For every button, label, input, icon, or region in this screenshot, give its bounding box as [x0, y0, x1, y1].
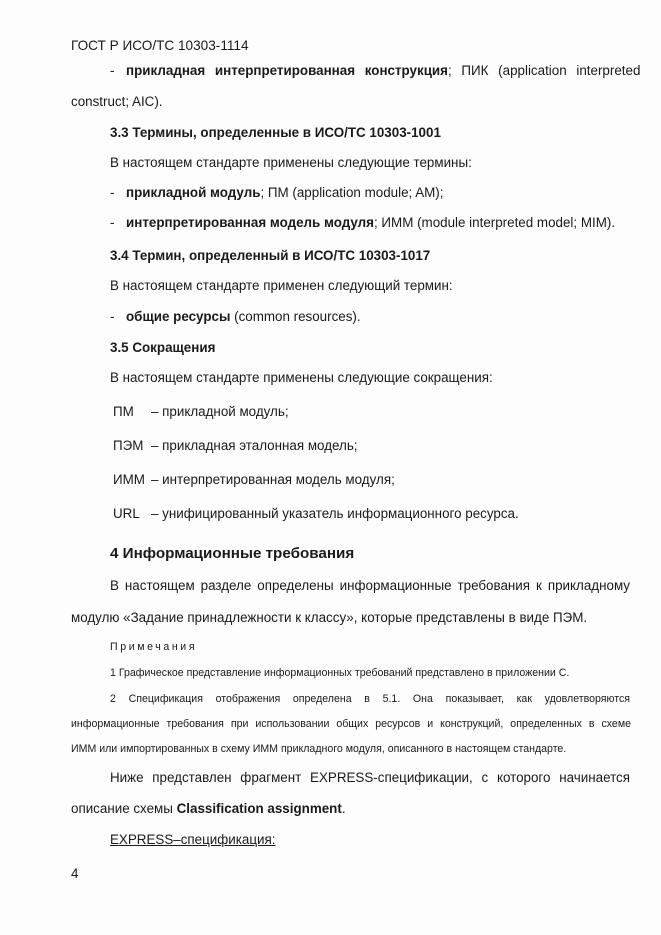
- express-intro-line2: [71, 801, 346, 816]
- list-dash: -: [110, 185, 115, 200]
- term-common-resources: [126, 309, 361, 324]
- abbr-key: ПМ: [113, 404, 134, 419]
- section-4-heading: 4 Информационные требования: [110, 545, 355, 562]
- section-3-5-intro: В настоящем стандарте применены следующие сокращения:: [110, 370, 493, 385]
- section-4-paragraph-line2: модулю «Задание принадлежности к классу», которые представлены в виде ПЭМ.: [71, 610, 588, 625]
- section-3-3-heading: 3.3 Термины, определенные в ИСО/ТС 10303-1001: [110, 125, 441, 140]
- section-3-5-heading: 3.5 Сокращения: [110, 340, 216, 355]
- note-1: 1 Графическое представление информационных требований представлено в приложении С.: [110, 667, 570, 679]
- list-dash: -: [110, 215, 115, 230]
- term-aic-rest: ; ПИК (application interpreted: [447, 63, 641, 78]
- section-3-4-intro: В настоящем стандарте применен следующий термин:: [110, 278, 453, 293]
- term-aic-continuation: construct; AIC).: [71, 94, 163, 109]
- abbr-value: – унифицированный указатель информационного ресурса.: [151, 506, 519, 521]
- abbr-key: URL: [113, 506, 140, 521]
- schema-name: Classification assignment: [176, 801, 342, 816]
- express-intro-period: .: [341, 801, 346, 816]
- abbr-value: – интерпретированная модель модуля;: [151, 472, 395, 487]
- term-rest: ; ИММ (module interpreted model; MIM).: [373, 215, 616, 230]
- term-name: интерпретированная модель модуля: [126, 215, 374, 230]
- abbr-value: – прикладной модуль;: [151, 404, 289, 419]
- section-3-4-heading: 3.4 Термин, определенный в ИСО/ТС 10303-1017: [110, 248, 431, 263]
- note-2-line1: 2 Спецификация отображения определена в 5.1. Она показывает, как удовлетворяются: [110, 693, 630, 705]
- term-rest: (common resources).: [230, 309, 361, 324]
- term-name: прикладной модуль: [126, 185, 261, 200]
- note-2-line3: ИММ или импортированных в схему ИММ прикладного модуля, описанного в настоящем стандарте.: [71, 743, 567, 755]
- express-intro-line1: Ниже представлен фрагмент EXPRESS-спецификации, с которого начинается: [110, 770, 630, 785]
- term-rest: ; ПМ (application module; AM);: [260, 185, 444, 200]
- term-aic: [126, 63, 641, 78]
- term-aic-name: прикладная интерпретированная конструкция: [126, 63, 448, 78]
- note-2-line2: информационные требования при использовании общих ресурсов и конструкций, определенных в схеме: [71, 718, 631, 730]
- section-4-paragraph-line1: В настоящем разделе определены информационные требования к прикладному: [110, 578, 630, 593]
- term-name: общие ресурсы: [126, 309, 231, 324]
- express-specification-label: EXPRESS–спецификация:: [110, 832, 276, 847]
- abbr-value: – прикладная эталонная модель;: [151, 438, 358, 453]
- list-dash: -: [110, 63, 115, 78]
- list-dash: -: [110, 309, 115, 324]
- abbr-key: ПЭМ: [113, 438, 144, 453]
- term-application-module: [126, 185, 443, 200]
- term-module-interpreted-model: [126, 215, 615, 230]
- express-intro-text: описание схемы: [71, 801, 177, 816]
- document-code: ГОСТ Р ИСО/ТС 10303-1114: [71, 38, 249, 53]
- abbr-key: ИММ: [113, 472, 145, 487]
- section-3-3-intro: В настоящем стандарте применены следующие термины:: [110, 155, 472, 170]
- notes-title: Примечания: [110, 641, 198, 653]
- page-number: 4: [71, 866, 79, 881]
